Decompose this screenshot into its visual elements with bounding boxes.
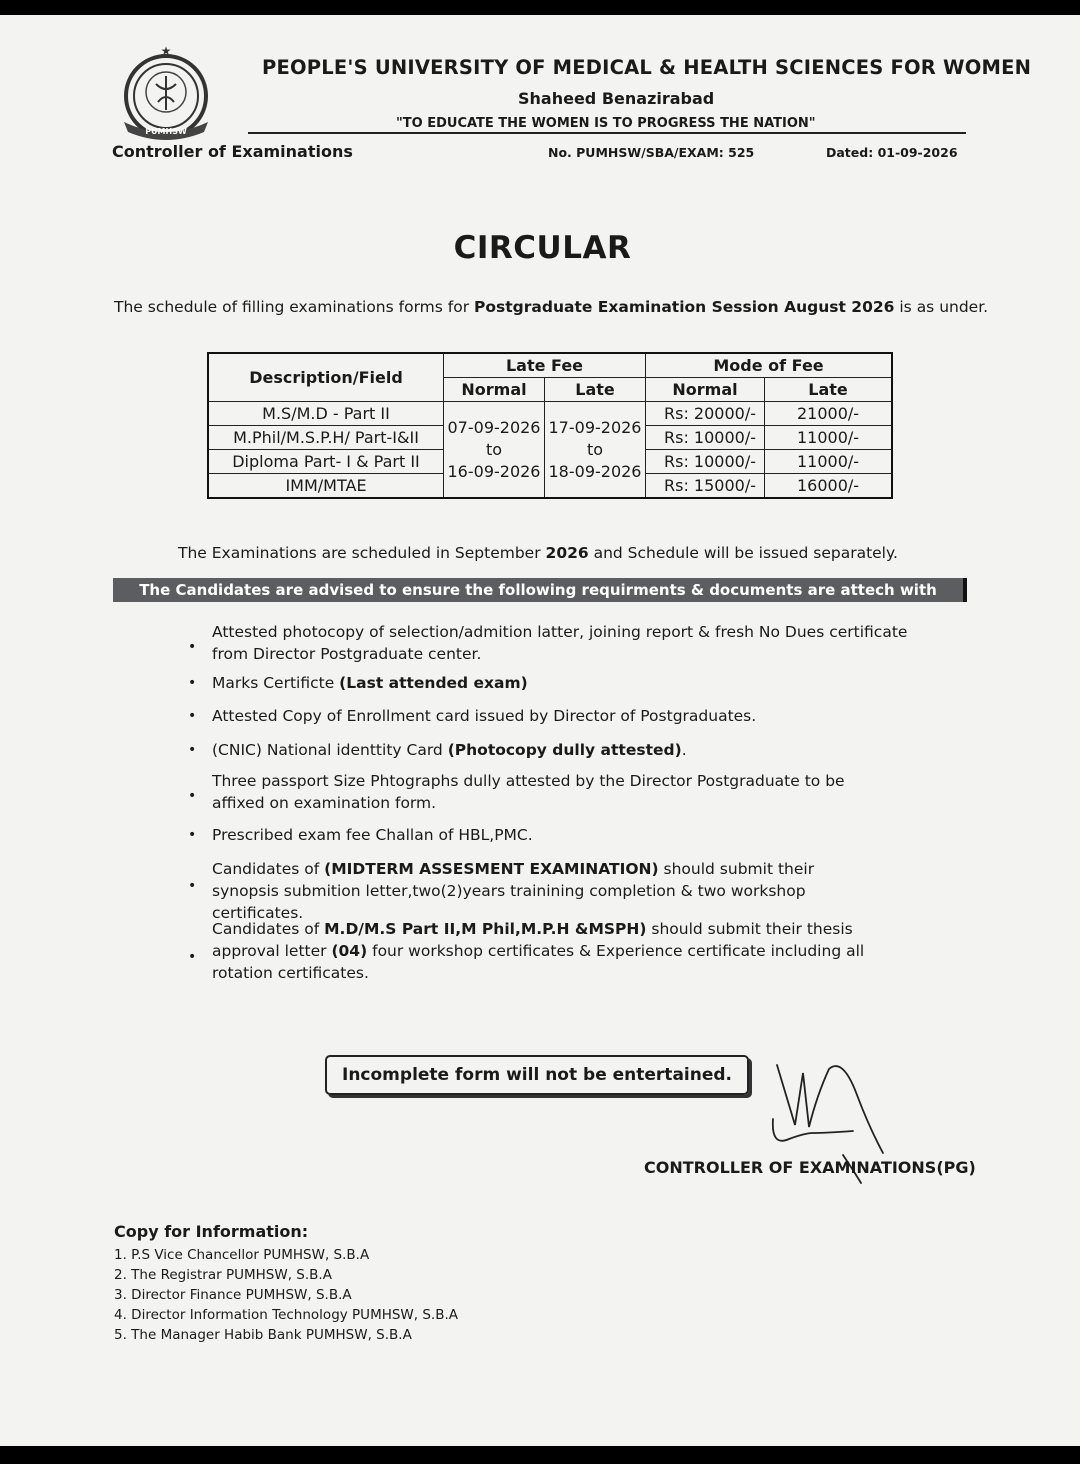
item-text: Three passport Size Phtographs dully attested by the Director Postgraduate to be affixed on examination form. <box>212 772 845 812</box>
schedule-note <box>178 544 898 562</box>
item-text: Candidates of <box>212 920 325 938</box>
header-description: Description/Field <box>208 353 444 402</box>
table-row <box>208 402 892 426</box>
bullet-icon: • <box>188 639 197 655</box>
page-title: CIRCULAR <box>453 230 632 266</box>
item-text: (CNIC) National identtity Card <box>212 741 448 759</box>
note-suffix: and Schedule will be issued separately. <box>588 544 898 562</box>
copy-heading: Copy for Information: <box>114 1222 309 1241</box>
late-fee-cell: 11000/- <box>765 450 893 474</box>
bullet-icon: • <box>188 675 197 691</box>
late-to-word: to <box>586 439 604 459</box>
item-text: Prescribed exam fee Challan of HBL,PMC. <box>212 826 533 844</box>
item-after: . <box>681 741 687 759</box>
office-name: Controller of Examinations <box>112 142 353 161</box>
item-after-2: four workshop certificates & Experience certificate including all rotation certificates. <box>212 942 865 982</box>
schedule-table <box>207 352 893 499</box>
subheader-late-fee: Late <box>765 378 893 402</box>
field-cell: M.Phil/M.S.P.H/ Part-I&II <box>208 426 444 450</box>
late-fee-cell: 16000/- <box>765 474 893 499</box>
intro-suffix: is as under. <box>894 298 989 316</box>
university-city: Shaheed Benazirabad <box>518 89 715 108</box>
bullet-icon: • <box>188 878 197 894</box>
item-text: Attested Copy of Enrollment card issued by Director of Postgraduates. <box>212 707 757 725</box>
note-prefix: The Examinations are scheduled in September <box>178 544 546 562</box>
list-item <box>188 672 912 694</box>
bullet-icon: • <box>188 788 197 804</box>
normal-dates-cell <box>444 402 545 499</box>
item-bold: (Photocopy dully attested) <box>447 741 682 759</box>
bullet-icon: • <box>188 742 197 758</box>
bottom-border <box>0 1446 1080 1464</box>
item-bold: M.D/M.S Part II,M Phil,M.P.H &MSPH) <box>324 920 647 938</box>
list-item: 1. P.S Vice Chancellor PUMHSW, S.B.A <box>114 1247 370 1263</box>
svg-text:★: ★ <box>160 44 172 58</box>
item-text: Attested photocopy of selection/admition latter, joining report & fresh No Dues certificate from Director Postgraduate center. <box>212 623 908 663</box>
intro-paragraph <box>114 298 988 316</box>
late-fee-cell: 21000/- <box>765 402 893 426</box>
late-dates-cell <box>545 402 646 499</box>
field-cell: M.S/M.D - Part II <box>208 402 444 426</box>
copy-list <box>114 1245 458 1345</box>
normal-fee-cell: Rs: 10000/- <box>646 450 765 474</box>
normal-from: 07-09-2026 <box>447 417 541 437</box>
header-mode-of-fee: Mode of Fee <box>646 353 893 378</box>
list-item <box>188 621 912 665</box>
logo-lettering: PUMHSW <box>145 127 187 136</box>
reference-number: No. PUMHSW/SBA/EXAM: 525 <box>548 145 755 160</box>
list-item <box>188 705 912 727</box>
university-name: PEOPLE'S UNIVERSITY OF MEDICAL & HEALTH SCIENCES FOR WOMEN <box>262 56 1032 79</box>
normal-fee-cell: Rs: 15000/- <box>646 474 765 499</box>
normal-fee-cell: Rs: 20000/- <box>646 402 765 426</box>
list-item: 5. The Manager Habib Bank PUMHSW, S.B.A <box>114 1327 412 1343</box>
item-bold: (Last attended exam) <box>339 674 528 692</box>
header-late-fee: Late Fee <box>444 353 646 378</box>
note-year: 2026 <box>545 544 589 562</box>
list-item: 2. The Registrar PUMHSW, S.B.A <box>114 1267 332 1283</box>
late-fee-cell: 11000/- <box>765 426 893 450</box>
item-after: should submit their thesis approval letter <box>212 920 853 960</box>
intro-session: Postgraduate Examination Session August 2026 <box>474 298 895 316</box>
signatory-title: CONTROLLER OF EXAMINATIONS(PG) <box>644 1158 976 1177</box>
late-from: 17-09-2026 <box>548 417 642 437</box>
item-after: should submit their synopsis submition letter,two(2)years trainining completion & two workshop certificates. <box>212 860 815 922</box>
item-bold: (MIDTERM ASSESMENT EXAMINATION) <box>324 860 659 878</box>
list-item <box>188 739 912 761</box>
list-item <box>188 770 892 814</box>
subheader-late: Late <box>545 378 646 402</box>
field-cell: IMM/MTAE <box>208 474 444 499</box>
university-seal-logo <box>112 44 222 144</box>
requirements-banner: The Candidates are advised to ensure the following requirments & documents are attech with <box>113 578 967 602</box>
intro-prefix: The schedule of filling examinations forms for <box>114 298 475 316</box>
field-cell: Diploma Part- I & Part II <box>208 450 444 474</box>
university-motto: "TO EDUCATE THE WOMEN IS TO PROGRESS THE NATION" <box>396 116 816 131</box>
bullet-icon: • <box>188 949 197 965</box>
list-item: 4. Director Information Technology PUMHSW, S.B.A <box>114 1307 459 1323</box>
list-item <box>188 824 912 846</box>
date-line: Dated: 01-09-2026 <box>826 145 958 160</box>
late-to: 18-09-2026 <box>548 461 642 481</box>
incomplete-form-notice: Incomplete form will not be entertained. <box>325 1055 749 1095</box>
list-item <box>188 858 872 924</box>
subheader-normal: Normal <box>444 378 545 402</box>
item-text: Marks Certificte <box>212 674 340 692</box>
top-border <box>0 0 1080 15</box>
item-text: Candidates of <box>212 860 325 878</box>
item-bold-2: (04) <box>331 942 368 960</box>
normal-to: 16-09-2026 <box>447 461 541 481</box>
list-item: 3. Director Finance PUMHSW, S.B.A <box>114 1287 352 1303</box>
header-rule <box>248 132 966 134</box>
normal-to-word: to <box>485 439 503 459</box>
bullet-icon: • <box>188 827 197 843</box>
bullet-icon: • <box>188 708 197 724</box>
normal-fee-cell: Rs: 10000/- <box>646 426 765 450</box>
subheader-normal-fee: Normal <box>646 378 765 402</box>
list-item <box>188 918 902 984</box>
